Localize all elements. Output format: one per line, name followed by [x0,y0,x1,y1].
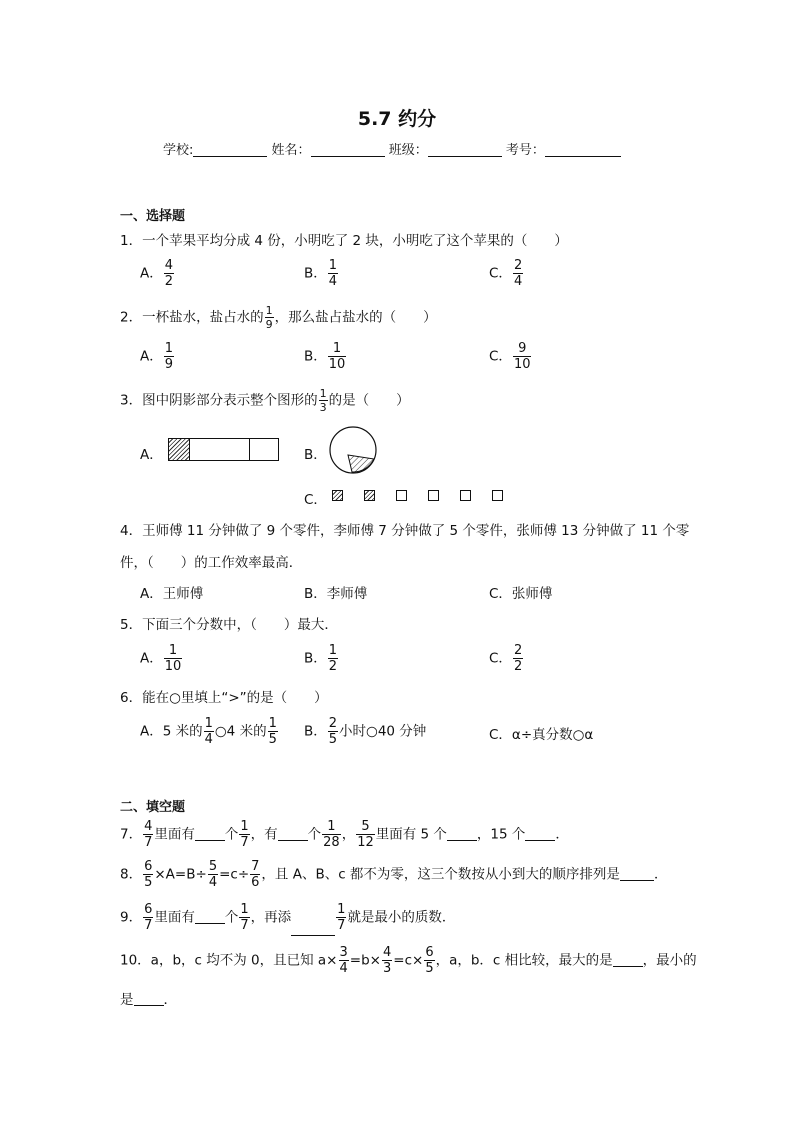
fraction: $\frac{3}{4}$ [339,945,348,976]
fraction: $\frac{5}{12}$ [357,819,374,850]
option-label: C． [489,265,512,282]
q2-option-c[interactable] [489,342,532,371]
option-label: C． [489,650,512,667]
option-label: A． [140,650,163,667]
q7-text: 7． $\frac{4}{7}$ 里面有 个 $\frac{1}{7}$ ，有 个 $\frac{1}{28}$ ， $\frac{5}{12}$ 里面有 5 个 ，15 个 ． [120,819,569,850]
name-label: 姓名： [271,143,311,158]
fraction: $\frac{1}{4}$ [328,258,338,289]
section-fill: 二、填空题 [120,800,186,815]
q3-option-c-label[interactable]: C． [304,492,327,508]
fraction: $\frac{9}{10}$ [513,341,531,372]
option-label: B． [304,650,327,667]
class-blank[interactable] [428,142,502,157]
square [428,490,439,501]
fraction: $\frac{2}{5}$ [328,716,338,747]
square [396,490,407,501]
fraction: $\frac{2}{4}$ [513,258,523,289]
q2-option-b[interactable] [304,342,347,371]
fraction: $\frac{6}{7}$ [144,902,153,933]
fraction: $\frac{6}{5}$ [425,945,434,976]
option-label: B． [304,348,327,365]
option-label: A． [140,265,163,282]
fraction: $\frac{4}{7}$ [144,819,153,850]
q10-text-line2: 是 ． [120,992,177,1008]
q3-text: 3．图中阴影部分表示整个图形的 $\frac{1}{3}$ 的是（ ） [120,387,410,414]
id-label: 考号： [505,143,545,158]
square [492,490,503,501]
option-label: A． [140,348,163,365]
answer-blank[interactable] [613,953,643,967]
fraction: $\frac{1}{28}$ [323,819,340,850]
q6-text: 6．能在○里填上“>”的是（ ） [120,690,328,706]
answer-blank[interactable] [278,827,308,841]
q2-text: 2．一杯盐水，盐占水的 $\frac{1}{9}$ ，那么盐占盐水的（ ） [120,304,437,331]
shaded-part [169,439,190,460]
fraction: $\frac{1}{5}$ [268,716,277,747]
fraction: $\frac{1}{9}$ [265,304,273,331]
option-label: B． [304,265,327,282]
answer-blank[interactable] [447,827,477,841]
q5-text: 5．下面三个分数中，（ ）最大． [120,617,338,633]
fraction: $\frac{6}{5}$ [144,859,153,890]
q1-option-a[interactable] [140,259,175,288]
fraction: $\frac{1}{9}$ [164,341,174,372]
q3-option-a-figure[interactable] [168,438,279,461]
q3-option-b-circle[interactable] [328,425,378,475]
q5-option-b[interactable] [304,644,339,673]
fraction: $\frac{1}{7}$ [240,819,249,850]
fraction: $\frac{4}{3}$ [382,945,392,976]
page-title: 5.7 约分 [357,108,437,130]
fraction: $\frac{1}{7}$ [337,902,346,933]
section-choice: 一、选择题 [120,209,186,224]
q3-option-a-label[interactable]: A． [140,447,163,463]
answer-blank[interactable] [134,992,164,1006]
fraction: $\frac{1}{3}$ [319,387,327,414]
fraction: $\frac{2}{2}$ [513,643,523,674]
id-blank[interactable] [545,142,621,157]
class-label: 班级： [388,143,428,158]
fraction: $\frac{7}{6}$ [251,859,260,890]
q5-option-c[interactable] [489,644,524,673]
fraction: $\frac{1}{4}$ [204,716,213,747]
q4-option-a[interactable]: A．王师傅 [140,586,204,602]
q9-text: 9． $\frac{6}{7}$ 里面有 个 $\frac{1}{7}$ ，再添 $\frac{1}{7}$ 就是最小的质数． [120,903,455,936]
q1-option-b[interactable] [304,259,339,288]
fraction: $\frac{1}{2}$ [328,643,338,674]
q10-text: 10．a，b，c 均不为 0，且已知 a× $\frac{3}{4}$ =b× $\frac{4}{3}$ =c× $\frac{6}{5}$ ，a，b．c 相比较，最大的是 ，最小的 [120,945,697,976]
name-blank[interactable] [311,142,385,157]
q4-option-c[interactable]: C．张师傅 [489,586,553,602]
square [460,490,471,501]
fraction: $\frac{1}{10}$ [328,341,346,372]
q1-option-c[interactable] [489,259,524,288]
square-shaded [364,490,375,501]
q6-option-a[interactable]: A．5 米的 $\frac{1}{4}$ ○4 米的 $\frac{1}{5}$ [140,716,277,747]
fraction: $\frac{5}{4}$ [208,859,218,890]
answer-blank[interactable] [195,910,225,924]
fraction: $\frac{1}{7}$ [240,902,249,933]
q6-option-c[interactable]: C．α÷真分数○α [489,727,594,743]
fraction: $\frac{1}{10}$ [164,643,182,674]
q4-text-line1: 4．王师傅 11 分钟做了 9 个零件，李师傅 7 分钟做了 5 个零件，张师傅 13 分钟做了 11 个零 [120,523,690,539]
q6-option-b[interactable]: B． $\frac{2}{5}$ 小时○40 分钟 [304,716,427,747]
option-label: C． [489,348,512,365]
answer-blank[interactable] [291,922,335,936]
q8-text: 8． $\frac{6}{5}$ ×A=B÷ $\frac{5}{4}$ =c÷ $\frac{7}{6}$ ，且 A、B、c 都不为零，这三个数按从小到大的顺序排列是 ． [120,859,668,890]
q2-option-a[interactable] [140,342,175,371]
fraction: $\frac{4}{2}$ [164,258,174,289]
school-label: 学校: [163,143,194,158]
answer-blank[interactable] [195,827,225,841]
q4-option-b[interactable]: B．李师傅 [304,586,368,602]
square-shaded [332,490,343,501]
school-blank[interactable] [193,142,267,157]
divider [249,439,250,460]
student-info [163,139,621,158]
q4-text-line2: 件，（ ）的工作效率最高． [120,555,303,571]
q3-option-b-label[interactable]: B． [304,447,327,463]
q1-text: 1．一个苹果平均分成 4 份，小明吃了 2 块，小明吃了这个苹果的（ ） [120,233,568,249]
q5-option-a[interactable] [140,644,183,673]
answer-blank[interactable] [620,867,654,881]
answer-blank[interactable] [525,827,555,841]
